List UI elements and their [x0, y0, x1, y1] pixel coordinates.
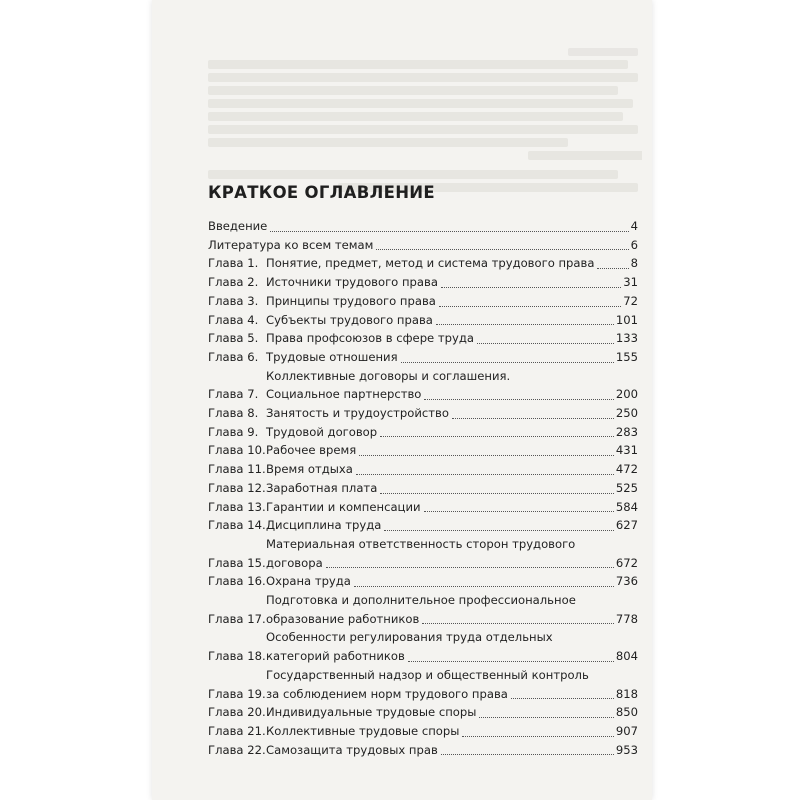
toc-entry-title: договора [266, 555, 323, 570]
toc-page-number: 283 [615, 424, 638, 439]
toc-page-number: 850 [615, 705, 638, 720]
toc-entry-title: Материальная ответственность сторон трудового [266, 536, 576, 551]
toc-entry [208, 404, 638, 423]
toc-page-number: 31 [623, 275, 638, 290]
toc-chapter-number: Глава 4. [208, 312, 259, 327]
toc-entry [208, 441, 638, 460]
dot-leader [439, 306, 621, 307]
dot-leader [511, 698, 614, 699]
toc-chapter-number: Глава 6. [208, 349, 259, 364]
dot-leader [441, 287, 621, 288]
dot-leader [424, 399, 613, 400]
toc-entry [208, 348, 638, 367]
toc-chapter-number: Глава 13. [208, 499, 266, 514]
toc-page-number: 736 [615, 574, 638, 589]
toc-chapter-number: Глава 18. [208, 649, 266, 664]
toc-entry [208, 292, 638, 311]
toc-entry [208, 572, 638, 591]
dot-leader [477, 343, 614, 344]
dot-leader [380, 493, 614, 494]
toc-entry [208, 273, 638, 292]
show-through-text [208, 48, 642, 198]
toc-entry-title: категорий работников [266, 649, 405, 664]
toc-chapter-number: Глава 22. [208, 742, 266, 757]
toc-entry-title: Рабочее время [266, 443, 357, 458]
toc-entry-title: Заработная плата [266, 480, 378, 495]
toc-entry [208, 535, 638, 572]
dot-leader [384, 530, 613, 531]
toc-chapter-number: Глава 11. [208, 462, 266, 477]
dot-leader [401, 362, 614, 363]
toc-entry-title: образование работников [266, 611, 420, 626]
toc-page-number: 133 [615, 331, 638, 346]
toc-entry-title: Источники трудового права [266, 275, 438, 290]
toc-page-number: 778 [615, 611, 638, 626]
dot-leader [326, 567, 614, 568]
toc-page-number: 101 [615, 312, 638, 327]
toc-entry-title: Занятость и трудоустройство [266, 406, 449, 421]
toc-page-number: 627 [615, 518, 638, 533]
toc-page-number: 4 [630, 219, 638, 233]
toc-chapter-number: Глава 3. [208, 293, 259, 308]
toc-entry-title: Дисциплина труда [266, 518, 382, 533]
toc-page-number: 431 [615, 443, 638, 458]
dot-leader [376, 249, 628, 250]
toc-page-number: 200 [615, 387, 638, 402]
toc-page-number: 907 [615, 723, 638, 738]
toc-entry-title: Подготовка и дополнительное профессиональное [266, 593, 576, 608]
toc-entry [208, 217, 638, 236]
dot-leader [354, 586, 614, 587]
toc-entry-title: Охрана труда [266, 574, 351, 589]
toc-entry [208, 628, 638, 665]
toc-chapter-number: Глава 8. [208, 406, 259, 421]
toc-chapter-number: Глава 16. [208, 574, 266, 589]
toc-entry-title: Коллективные трудовые споры [266, 723, 460, 738]
toc-entry-title: Понятие, предмет, метод и система трудового права [266, 256, 595, 271]
toc-entry-title: Время отдыха [266, 462, 353, 477]
dot-leader [380, 436, 614, 437]
toc-entry [208, 236, 638, 255]
dot-leader [436, 324, 614, 325]
table-of-contents [208, 217, 638, 759]
dot-leader [422, 623, 614, 624]
page-title: КРАТКОЕ ОГЛАВЛЕНИЕ [208, 183, 435, 202]
toc-page-number: 250 [615, 406, 638, 421]
toc-entry [208, 722, 638, 741]
toc-chapter-number: Глава 2. [208, 275, 259, 290]
toc-entry-title: Государственный надзор и общественный контроль [266, 667, 589, 682]
toc-entry-title: Особенности регулирования труда отдельных [266, 630, 553, 645]
toc-page-number: 155 [615, 349, 638, 364]
toc-page-number: 525 [615, 480, 638, 495]
toc-page-number: 472 [615, 462, 638, 477]
toc-entry [208, 666, 638, 703]
dot-leader [270, 231, 628, 232]
toc-entry-title: Принципы трудового права [266, 293, 436, 308]
toc-entry [208, 329, 638, 348]
toc-chapter-number: Глава 15. [208, 555, 266, 570]
toc-chapter-number: Глава 17. [208, 611, 266, 626]
toc-entry [208, 479, 638, 498]
toc-chapter-number: Глава 12. [208, 480, 266, 495]
toc-page-number: 672 [615, 555, 638, 570]
dot-leader [462, 736, 613, 737]
toc-page-number: 804 [615, 649, 638, 664]
dot-leader [408, 661, 614, 662]
dot-leader [597, 268, 628, 269]
toc-chapter-number: Глава 5. [208, 331, 259, 346]
toc-entry [208, 311, 638, 330]
toc-entry [208, 498, 638, 517]
toc-chapter-number: Глава 1. [208, 256, 259, 271]
toc-entry-title: Литература ко всем темам [208, 237, 374, 252]
dot-leader [452, 418, 614, 419]
book-page [152, 0, 652, 800]
toc-chapter-number: Глава 14. [208, 518, 266, 533]
toc-entry-title: Субъекты трудового права [266, 312, 433, 327]
toc-chapter-number: Глава 20. [208, 705, 266, 720]
toc-entry [208, 591, 638, 628]
toc-entry-title: Права профсоюзов в сфере труда [266, 331, 474, 346]
toc-entry-title: Гарантии и компенсации [266, 499, 421, 514]
dot-leader [356, 474, 614, 475]
toc-entry [208, 516, 638, 535]
toc-entry-title: Трудовые отношения [266, 349, 398, 364]
toc-chapter-number: Глава 21. [208, 723, 266, 738]
dot-leader [424, 511, 614, 512]
toc-entry-title: Индивидуальные трудовые споры [266, 705, 477, 720]
dot-leader [359, 455, 614, 456]
toc-page-number: 818 [615, 686, 638, 701]
toc-entry [208, 367, 638, 404]
toc-entry-title: Трудовой договор [266, 424, 378, 439]
dot-leader [441, 754, 614, 755]
toc-entry [208, 460, 638, 479]
toc-page-number: 72 [623, 293, 638, 308]
toc-entry [208, 423, 638, 442]
toc-page-number: 953 [615, 742, 638, 757]
toc-entry-title: Коллективные договоры и соглашения. [266, 368, 511, 383]
toc-chapter-number: Глава 9. [208, 424, 259, 439]
toc-chapter-number: Глава 19. [208, 686, 266, 701]
toc-entry-title: Введение [208, 219, 268, 233]
toc-chapter-number: Глава 10. [208, 443, 266, 458]
toc-entry-title: Социальное партнерство [266, 387, 422, 402]
dot-leader [479, 717, 613, 718]
toc-chapter-number: Глава 7. [208, 387, 259, 402]
toc-entry [208, 254, 638, 273]
toc-entry [208, 703, 638, 722]
toc-entry-title: Самозащита трудовых прав [266, 742, 438, 757]
toc-page-number: 584 [615, 499, 638, 514]
toc-page-number: 8 [630, 256, 638, 271]
toc-entry [208, 741, 638, 760]
toc-page-number: 6 [630, 237, 638, 252]
toc-entry-title: за соблюдением норм трудового права [266, 686, 508, 701]
